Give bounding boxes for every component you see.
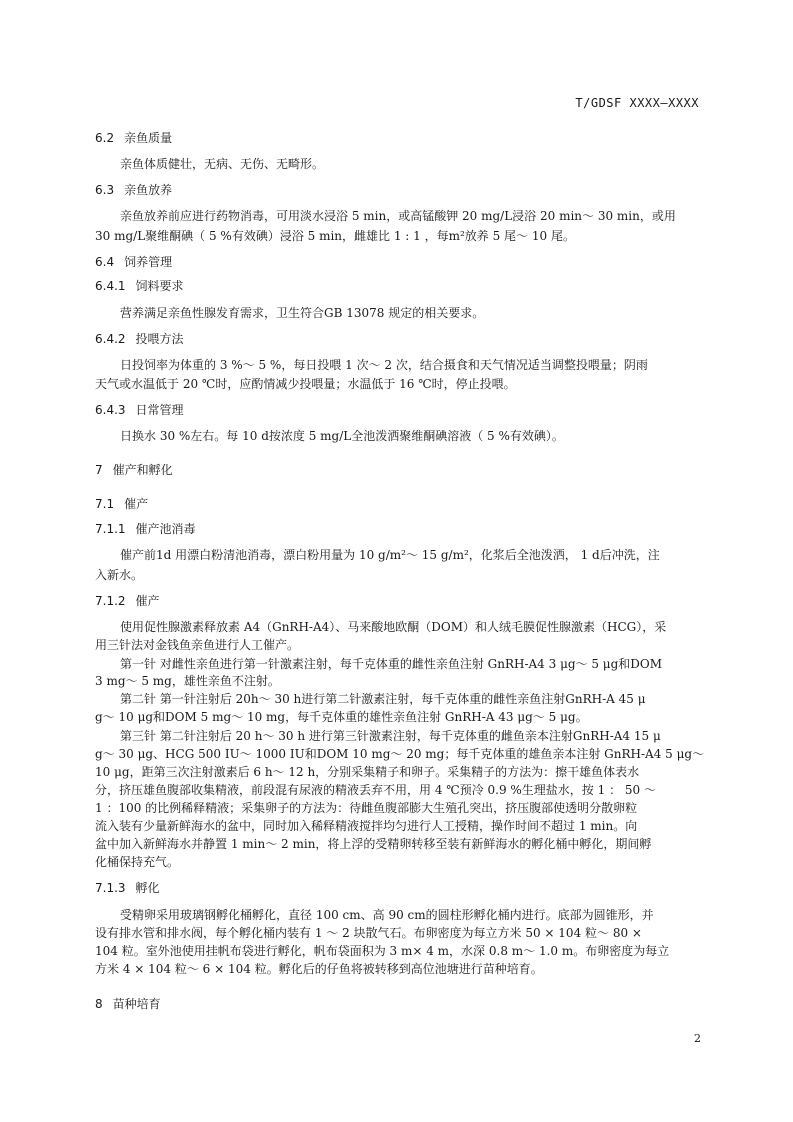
paragraph-line: 化桶保持充气。 — [95, 855, 180, 869]
paragraph-line: 入新水。 — [95, 568, 144, 582]
paragraph-line: 10 μg，距第三次注射激素后 6 h～ 12 h，分别采集精子和卵子。采集精子的方法为：擦干雄鱼体表水 — [95, 765, 640, 779]
heading-7-1-3: 7.1.3 孵化 — [95, 881, 160, 895]
paragraph-line: 用三针法对金钱鱼亲鱼进行人工催产。 — [95, 638, 300, 652]
paragraph-line: 亲鱼放养前应进行药物消毒，可用淡水浸浴 5 min，或高锰酸钾 20 mg/L浸浴 20 min～ 30 min，或用 — [120, 209, 676, 223]
heading-6-4-3: 6.4.3 日常管理 — [95, 403, 184, 417]
heading-8: 8 苗种培育 — [95, 997, 161, 1011]
paragraph-line: 受精卵采用玻璃钢孵化桶孵化，直径 100 cm、高 90 cm的圆柱形孵化桶内进行。底部为圆锥形，并 — [120, 908, 654, 922]
heading-6-2: 6.2 亲鱼质量 — [95, 131, 173, 145]
heading-6-3: 6.3 亲鱼放养 — [95, 183, 173, 197]
heading-7: 7 催产和孵化 — [95, 463, 173, 477]
paragraph-line: 104 粒。室外池使用挂帆布袋进行孵化，帆布袋面积为 3 m× 4 m，水深 0.8 m～ 1.0 m。布卵密度为每立 — [95, 944, 670, 958]
paragraph-line: 流入装有少量新鲜海水的盆中，同时加入稀释精液搅拌均匀进行人工授精，操作时间不超过 1 min。向 — [95, 819, 638, 833]
heading-7-1: 7.1 催产 — [95, 497, 149, 511]
paragraph-line: 30 mg/L聚维酮碘（ 5 %有效碘）浸浴 5 min，雌雄比 1 : 1 ，每m²放养 5 尾～ 10 尾。 — [95, 229, 575, 243]
paragraph-line: 日投饲率为体重的 3 %～ 5 %，每日投喂 1 次～ 2 次，结合摄食和天气情况适当调整投喂量；阴雨 — [120, 358, 648, 372]
paragraph-line: 3 mg～ 5 mg，雄性亲鱼不注射。 — [95, 674, 280, 688]
paragraph-line: 方米 4 × 104 粒～ 6 × 104 粒。孵化后的仔鱼将被转移到高位池塘进行苗种培育。 — [95, 962, 543, 976]
paragraph-line: 分，挤压雄鱼腹部收集精液，前段混有尿液的精液丢弃不用，用 4 ℃预冷 0.9 %生理盐水，按 1 ： 50 ～ — [95, 783, 656, 797]
page-number: 2 — [694, 1032, 701, 1045]
heading-6-4-2: 6.4.2 投喂方法 — [95, 332, 184, 346]
heading-7-1-1: 7.1.1 催产池消毒 — [95, 522, 196, 536]
paragraph-line: 1 ：100 的比例稀释精液；采集卵子的方法为：待雌鱼腹部膨大生殖孔突出，挤压腹部使透明分散卵粒 — [95, 801, 638, 815]
paragraph-line: g～ 10 μg和DOM 5 mg～ 10 mg，每千克体重的雄性亲鱼注射 GnRH-A 43 μg～ 5 μg。 — [95, 710, 588, 724]
paragraph-line: g～ 30 μg、HCG 500 IU～ 1000 IU和DOM 10 mg～ 20 mg；每千克体重的雄鱼亲本注射 GnRH-A4 5 μg～ — [95, 747, 705, 761]
heading-7-1-2: 7.1.2 催产 — [95, 594, 160, 608]
paragraph-line: 盆中加入新鲜海水并静置 1 min～ 2 min，将上浮的受精卵转移至装有新鲜海水的孵化桶中孵化，期间孵 — [95, 837, 652, 851]
document-code: T/GDSF XXXX—XXXX — [575, 96, 699, 110]
paragraph-line: 第二针 第一针注射后 20h～ 30 h进行第二针激素注射，每千克体重的雌性亲鱼注射GnRH-A 45 μ — [120, 692, 646, 706]
heading-6-4-1: 6.4.1 饲料要求 — [95, 279, 184, 293]
paragraph-line: 第三针 第二针注射后 20 h～ 30 h 进行第三针激素注射，每千克体重的雌鱼亲本注射GnRH-A4 15 μ — [120, 729, 661, 743]
heading-6-4: 6.4 饲养管理 — [95, 255, 173, 269]
paragraph-line: 催产前1d 用漂白粉清池消毒，漂白粉用量为 10 g/m²～ 15 g/m²，化浆后全池泼洒， 1 d后冲洗，注 — [120, 548, 660, 562]
paragraph-line: 使用促性腺激素释放素 A4（GnRH-A4）、马来酸地欧酮（DOM）和人绒毛膜促性腺激素（HCG），采 — [120, 620, 667, 634]
paragraph-line: 第一针 对雌性亲鱼进行第一针激素注射，每千克体重的雌性亲鱼注射 GnRH-A4 3 μg～ 5 μg和DOM — [120, 657, 663, 671]
paragraph: 日换水 30 %左右。每 10 d按浓度 5 mg/L全池泼洒聚维酮碘溶液（ 5 %有效碘）。 — [120, 429, 564, 443]
paragraph-line: 设有排水管和排水阀，每个孵化桶内装有 1 ～ 2 块散气石。布卵密度为每立方米 50 × 104 粒～ 80 × — [95, 926, 642, 940]
paragraph: 亲鱼体质健壮，无病、无伤、无畸形。 — [120, 157, 325, 171]
paragraph: 营养满足亲鱼性腺发育需求，卫生符合GB 13078 规定的相关要求。 — [120, 306, 485, 320]
paragraph-line: 天气或水温低于 20 ℃时，应酌情减少投喂量；水温低于 16 ℃时，停止投喂。 — [95, 377, 516, 391]
